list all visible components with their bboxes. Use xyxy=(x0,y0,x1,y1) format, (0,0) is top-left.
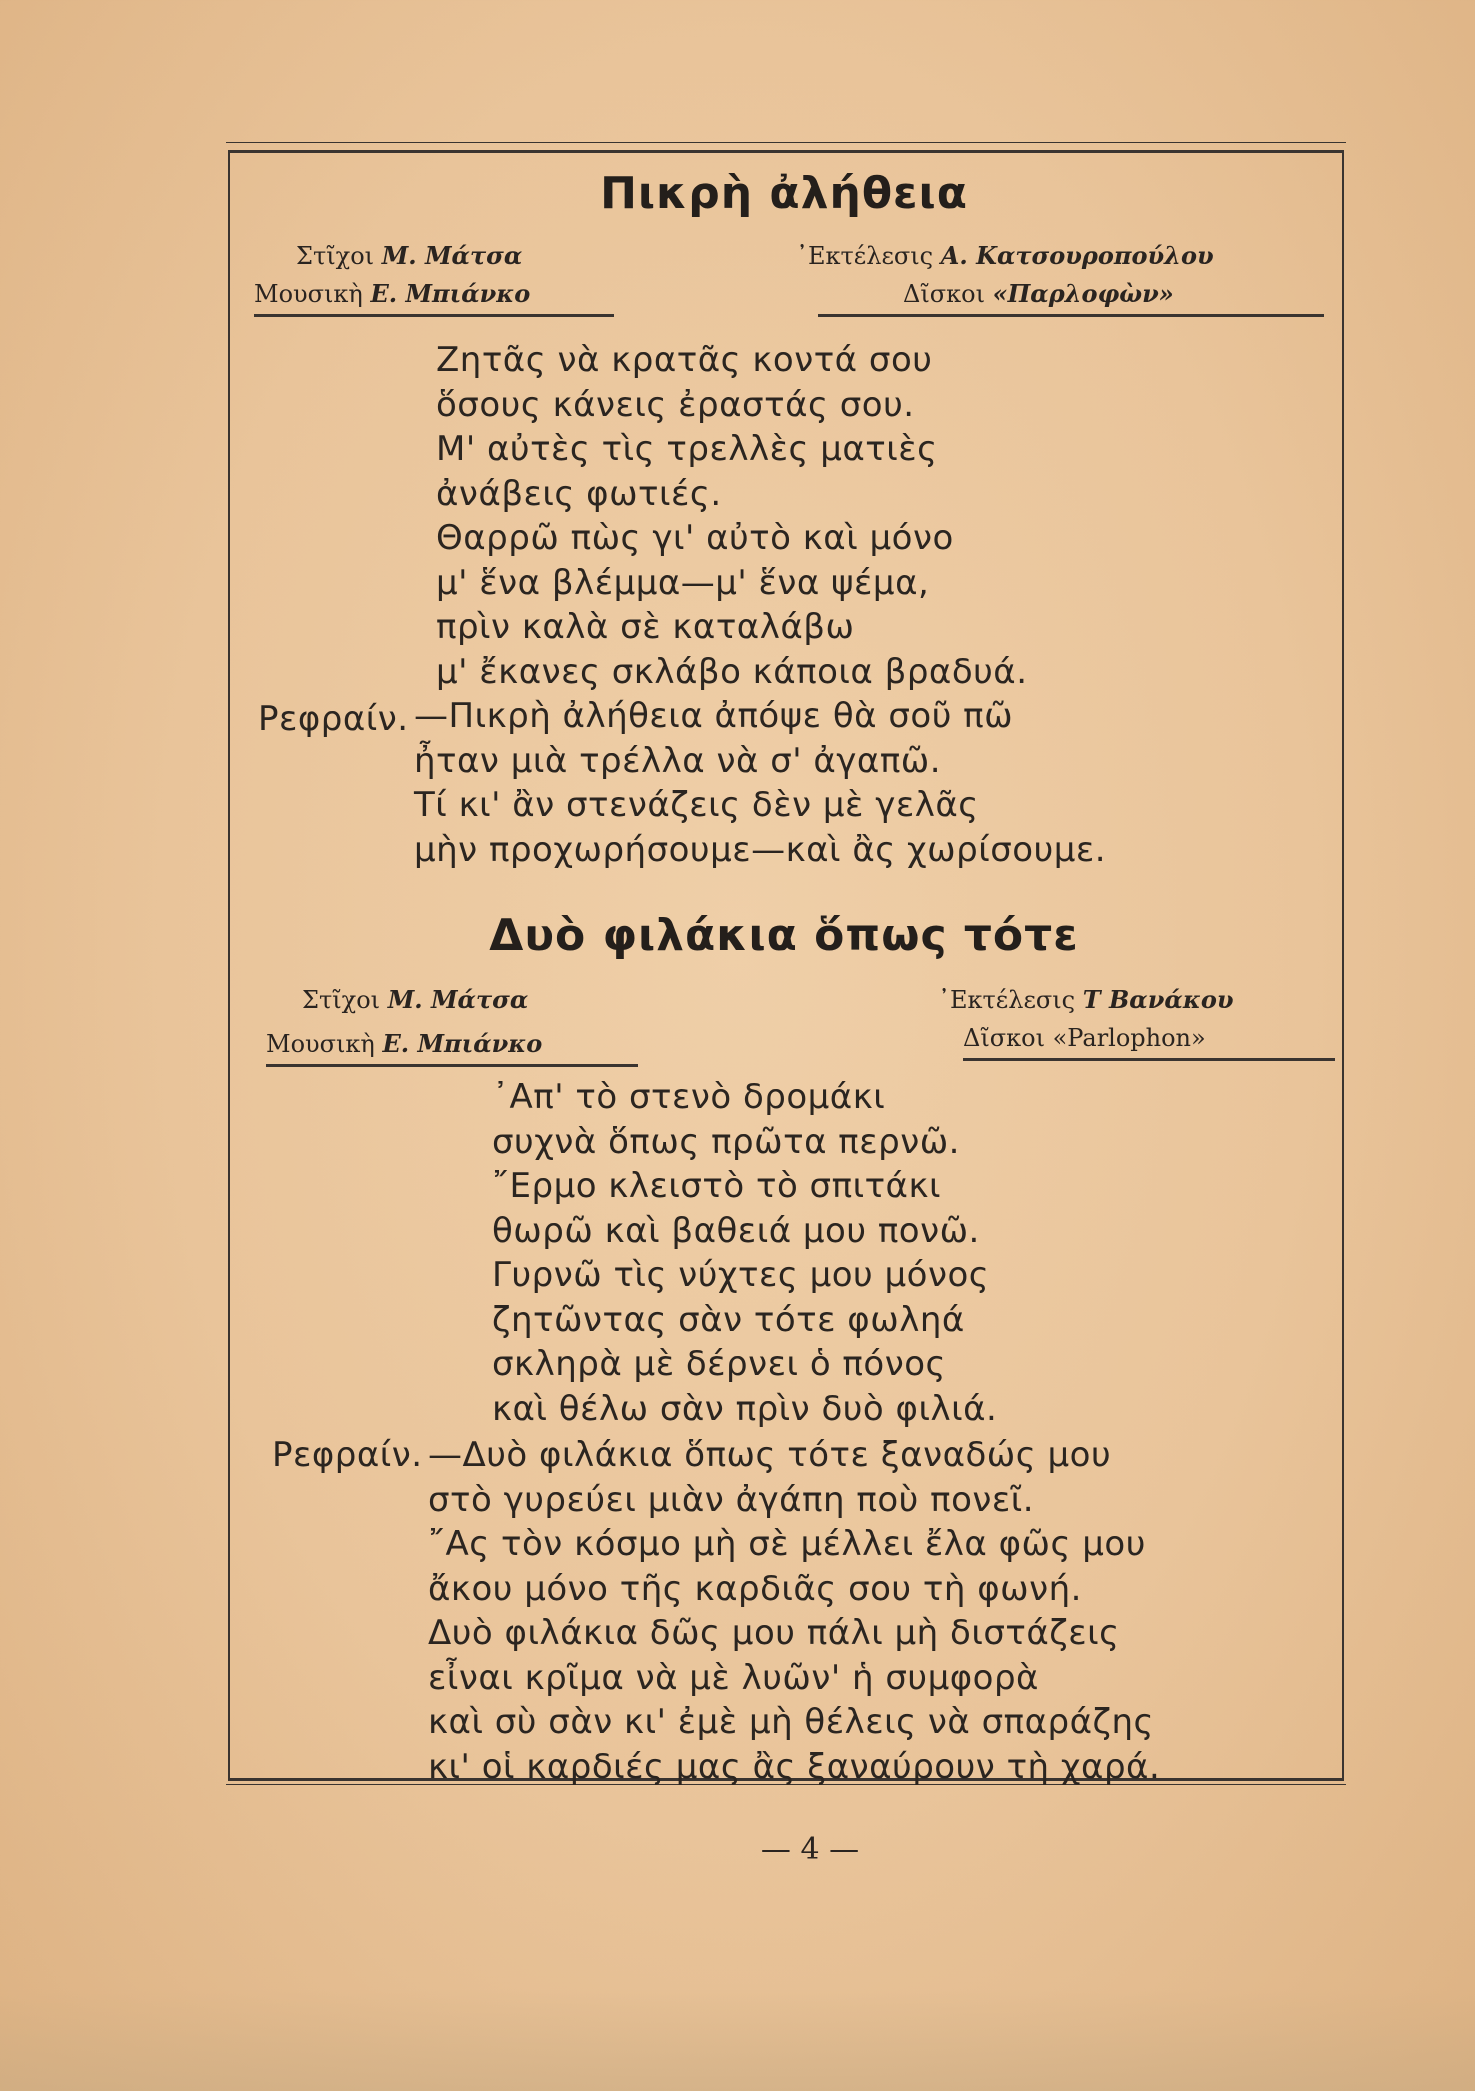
lyric-line: καὶ σὺ σὰν κι' ἐμὲ μὴ θέλεις νὰ σπαράζης xyxy=(428,1702,1155,1742)
song-title: Πικρὴ ἀλήθεια xyxy=(600,168,968,219)
song-refrain xyxy=(428,1433,1160,1789)
lyric-line: —Δυὸ φιλάκια ὅπως τότε ξαναδώς μου xyxy=(428,1435,1112,1475)
lyric-line: σκληρὰ μὲ δέρνει ὁ πόνος xyxy=(492,1344,946,1384)
lyric-line: ῎Ερμο κλειστὸ τὸ σπιτάκι xyxy=(492,1166,942,1206)
frame-rule-top xyxy=(226,142,1346,143)
lyric-line: ῎Ας τὸν κόσμο μὴ σὲ μέλλει ἔλα φῶς μου xyxy=(428,1524,1146,1564)
page-number: — 4 — xyxy=(760,1832,860,1867)
lyrics-credit: Στῖχοι Μ. Μάτσα xyxy=(302,985,529,1014)
lyric-line: καὶ θέλω σὰν πρὶν δυὸ φιλιά. xyxy=(492,1388,998,1429)
lyric-line: ζητῶντας σὰν τότε φωληά xyxy=(492,1299,965,1340)
music-credit: Μουσικὴ Ε. Μπιάνκο xyxy=(254,279,531,308)
lyric-line: ἄκου μόνο τῆς καρδιᾶς σου τὴ φωνή. xyxy=(428,1568,1082,1609)
credit-underline xyxy=(818,314,1324,317)
song-title: Δυὸ φιλάκια ὅπως τότε xyxy=(489,910,1079,961)
lyric-line: Γυρνῶ τὶς νύχτες μου μόνος xyxy=(492,1255,990,1295)
lyric-line: —Πικρὴ ἀλήθεια ἀπόψε θὰ σοῦ πῶ xyxy=(414,696,1014,736)
page-stain xyxy=(0,1990,1475,2091)
records-credit: Δῖσκοι «Parlophon» xyxy=(963,1024,1206,1052)
lyric-line: στὸ γυρεύει μιὰν ἀγάπη ποὺ πονεῖ. xyxy=(428,1479,1035,1520)
records-credit: Δῖσκοι «Παρλοφὼν» xyxy=(903,279,1174,308)
lyric-line: ἀνάβεις φωτιές. xyxy=(436,473,722,514)
lyrics-credit: Στῖχοι Μ. Μάτσα xyxy=(296,241,523,270)
credit-underline xyxy=(266,1064,638,1067)
song-verse xyxy=(436,338,1028,694)
performer-credit: ᾿Εκτέλεσις Τ Βανάκου xyxy=(938,985,1234,1014)
lyric-line: θωρῶ καὶ βαθειά μου πονῶ. xyxy=(492,1210,980,1251)
credit-underline xyxy=(254,314,614,317)
music-credit: Μουσικὴ Ε. Μπιάνκο xyxy=(266,1029,543,1058)
lyric-line: ᾿Απ' τὸ στενὸ δρομάκι xyxy=(492,1077,886,1117)
lyric-line: Δυὸ φιλάκια δῶς μου πάλι μὴ διστάζεις xyxy=(428,1613,1120,1653)
lyric-line: Θαρρῶ πὼς γι' αὐτὸ καὶ μόνο xyxy=(436,518,954,558)
lyric-line: ἦταν μιὰ τρέλλα νὰ σ' ἀγαπῶ. xyxy=(414,740,942,781)
lyric-line: πρὶν καλὰ σὲ καταλάβω xyxy=(436,607,855,647)
lyric-line: συχνὰ ὅπως πρῶτα περνῶ. xyxy=(492,1121,960,1162)
refrain-label: Ρεφραίν. xyxy=(258,699,409,739)
performer-credit: ᾿Εκτέλεσις Α. Κατσουροπούλου xyxy=(796,241,1214,270)
lyric-line: μ' ἕνα βλέμμα—μ' ἕνα ψέμα, xyxy=(436,562,930,603)
song-verse xyxy=(492,1075,997,1431)
refrain-label: Ρεφραίν. xyxy=(272,1435,423,1475)
lyric-line: Μ' αὐτὲς τὶς τρελλὲς ματιὲς xyxy=(436,429,938,469)
song-refrain xyxy=(414,694,1106,872)
lyric-line: μὴν προχωρήσουμε—καὶ ἂς χωρίσουμε. xyxy=(414,829,1107,870)
lyric-line: Ζητᾶς νὰ κρατᾶς κοντά σου xyxy=(436,340,933,380)
lyric-line: ὅσους κάνεις ἐραστάς σου. xyxy=(436,384,915,425)
lyric-line: εἶναι κρῖμα νὰ μὲ λυῶν' ἡ συμφορὰ xyxy=(428,1657,1039,1698)
lyric-line: μ' ἔκανες σκλάβο κάποια βραδυά. xyxy=(436,651,1028,692)
lyric-line: Τί κι' ἂν στενάζεις δὲν μὲ γελᾶς xyxy=(414,785,979,825)
lyric-line: κι' οἱ καρδιές μας ἂς ξαναύρουν τὴ χαρά. xyxy=(428,1746,1161,1787)
credit-underline xyxy=(963,1058,1335,1061)
